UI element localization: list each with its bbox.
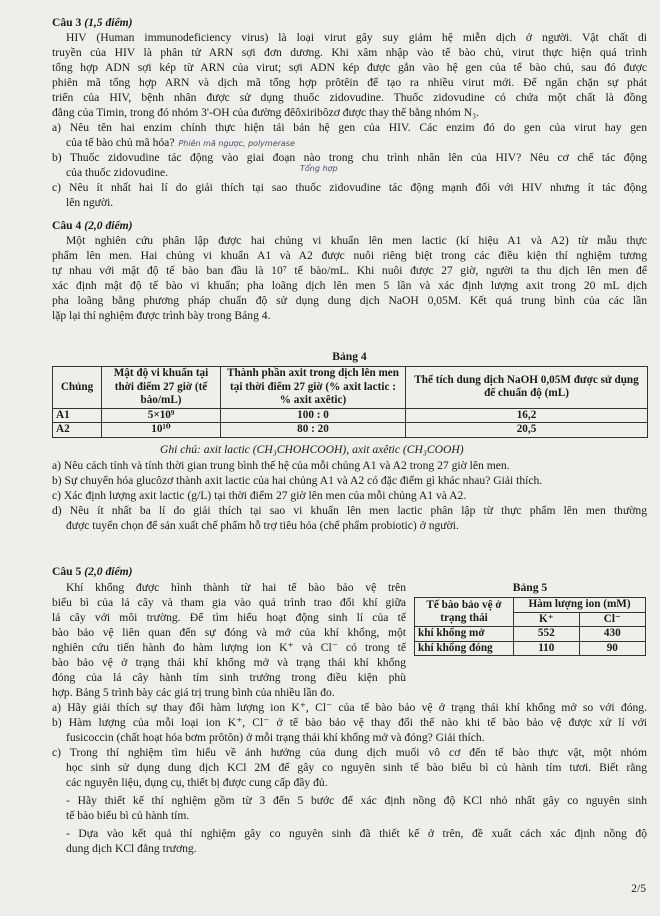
q5-intro-line-7: đóng của lá cây hành tím sinh trưởng trong điều kiện phù [52,671,406,684]
q3-question-a: a) Nêu tên hai enzim chính thực hiện tái bản hệ gen của HIV. Các enzim đó do gen của virut hay gen [52,121,647,134]
q3-intro-line-3: tổng hợp ADN sợi kép từ ARN của virut; sợi ADN kép được gắn vào hệ gen của tế bào chủ, sau đó được [52,61,647,74]
table5-title: Bảng 5 [512,581,548,594]
q5-question-c: c) Trong thí nghiệm tìm hiểu về ảnh hưởng của dung dịch muối vô cơ đến tế bào thực vật, một nhóm [52,746,647,759]
q4-intro-line-5: pha loãng bằng phương pháp chuẩn độ sử dụng dung dịch NaOH 0,05M. Kết quả trung bình của các lần [52,294,647,307]
q5-bullet-1-cont: tế bào biểu bì củ hành tím. [66,809,190,822]
table4-cell: 20,5 [406,423,648,438]
handwritten-note-a: Phiên mã ngược, polymerase [178,139,295,148]
table4-header-naoh: Thể tích dung dịch NaOH 0,05M được sử dụng để chuẩn độ (mL) [406,367,648,409]
table-row [53,408,648,423]
q4-heading: Câu 4 (2,0 điểm) [52,219,133,232]
table-row [415,627,646,642]
table-row [53,423,648,438]
q5-bullet-2-cont: dung dịch KCl đẳng trương. [66,842,197,855]
table4-header-acid: Thành phần axit trong dịch lên men tại thời điểm 27 giờ (% axit lactic : % axit axêtic) [221,367,406,409]
q5-heading: Câu 5 (2,0 điểm) [52,565,133,578]
q4-question-d: d) Nêu ít nhất ba lí do giải thích tại sao vi khuẩn lên men lactic phân lập từ thực phẩm lên men thường [52,504,647,517]
table-row [415,641,646,656]
q5-question-a: a) Hãy giải thích sự thay đổi hàm lượng ion K⁺, Cl⁻ của tế bào bảo vệ ở trạng thái khí khổng mở so với đóng. [52,701,647,714]
q4-question-a: a) Nêu cách tính và tính thời gian trung bình thế hệ của mỗi chủng A1 và A2 trong 27 giờ lên men. [52,459,510,472]
q3-question-c-cont: lên người. [66,196,114,209]
table5-cell: khí khổng mở [415,627,514,642]
table-row [415,598,646,613]
q3-intro-line-1: HIV (Human immunodeficiency virus) là loại virut gây suy giảm hệ miễn dịch ở người. Vật chất di [66,31,647,44]
table4-cell: 80 : 20 [221,423,406,438]
q3-heading: Câu 3 (1,5 điểm) [52,16,133,29]
q3-intro-line-6: đẳng của Timin, trong đó nhóm 3'-OH của đường đêôxiribôzơ được thay thế bằng nhóm N₃. [52,106,480,119]
q3-intro-line-2: truyền của HIV là phân tử ARN sợi đơn dương. Khi xâm nhập vào tế bào chủ, virut thực hiện quá trình [52,46,647,59]
q4-question-c: c) Xác định lượng axit lactic (g/L) tại thời điểm 27 giờ lên men của mỗi chủng A1 và A2. [52,489,467,502]
q5-intro-line-1: Khí khổng được hình thành từ hai tế bào bảo vệ trên [66,581,406,594]
table4-cell: A1 [53,408,102,423]
table5-header-state: Tế bào bảo vệ ở trạng thái [415,598,514,627]
q5-intro-line-3: lá cây với môi trường. Để tìm hiểu hoạt động sinh lí của tế [52,611,406,624]
q5-question-b: b) Hàm lượng của mỗi loại ion K⁺, Cl⁻ ở tế bào bảo vệ thay đổi thế nào khi tế bào bảo vệ được xử lí với [52,716,647,729]
page-number: 2/5 [631,882,646,895]
q5-intro-line-4: bào bảo vệ liên quan đến sự đóng và mở của khí khổng, một [52,626,406,639]
q3-question-c: c) Nêu ít nhất hai lí do giải thích tại sao thuốc zidovudine tác động mạnh đối với HIV nhưng ít tác động [52,181,647,194]
q4-question-b: b) Sự chuyển hóa glucôzơ thành axit lactic của hai chủng A1 và A2 có đặc điểm gì khác nhau? Giải thích. [52,474,543,487]
table4-header-density: Mật độ vi khuẩn tại thời điểm 27 giờ (tế bào/mL) [102,367,221,409]
q5-question-c-cont: học sinh sử dụng dung dịch KCl 2M để gây co nguyên sinh tế bào biểu bì củ hành tím tươi. Biết rằng [66,761,647,774]
table5-header-ion: Hàm lượng ion (mM) [514,598,646,613]
table-4 [52,366,648,438]
table5-cell: khí khổng đóng [415,641,514,656]
table5-cell: 430 [579,627,645,642]
q3-intro-line-5: triển của HIV, bệnh nhân được sử dụng thuốc zidovudine. Thuốc zidovudine có chứa một chất là đồng [52,91,647,104]
q5-bullet-2: - Dựa vào kết quả thí nghiệm gây co nguyên sinh đã thiết kế ở trên, đề xuất cách xác định nồng độ [66,827,647,840]
q5-bullet-1: - Hãy thiết kế thí nghiệm gồm từ 3 đến 5 bước để xác định nồng độ KCl nhỏ nhất gây co nguyên sinh [66,794,647,807]
table5-header-cl: Cl⁻ [579,612,645,627]
q4-intro-line-2: phẩm lên men. Hai chủng vi khuẩn A1 và A2 được nuôi riêng biệt trong các điều kiện thí nghiệm tương [52,249,647,262]
q4-intro-line-1: Một nghiên cứu phân lập được hai chủng vi khuẩn lên men lactic (kí hiệu A1 và A2) từ mẫu thực [66,234,647,247]
q3-question-b-cont: của thuốc zidovudine. [66,166,169,179]
table4-cell: A2 [53,423,102,438]
table5-cell: 110 [514,641,580,656]
table4-cell: 16,2 [406,408,648,423]
q5-question-b-cont: fusicoccin (chất hoạt hóa bơm prôtôn) ở mỗi trạng thái khí khổng mở và đóng? Giải thích. [66,731,485,744]
table4-cell: 100 : 0 [221,408,406,423]
table5-cell: 90 [579,641,645,656]
q5-intro-line-2: biểu bì của lá cây và tham gia vào quá trình trao đổi khí giữa [52,596,406,609]
q4-intro-line-6: lặp lại thí nghiệm được trình bày trong Bảng 4. [52,309,271,322]
q3-question-b: b) Thuốc zidovudine tác động vào giai đoạn nào trong chu trình nhân lên của HIV? Nêu cơ chế tác động [52,151,647,164]
table4-cell: 5×10⁹ [102,408,221,423]
handwritten-note-b: Tổng hợp [300,164,338,173]
q3-intro-line-4: phiên mã tổng hợp ARN và dịch mã tổng hợp prôtêin để tạo ra nhiều virut mới. Để ngăn chặn sự phát [52,76,647,89]
q5-intro-line-8: hợp. Bảng 5 trình bày các giá trị trung bình của nhiều lần đo. [52,686,335,699]
q5-intro-line-6: bào bảo vệ ở trạng thái khí khổng mở và trạng thái khí khổng [52,656,406,669]
table5-cell: 552 [514,627,580,642]
table4-header-strain: Chủng [53,367,102,409]
q4-intro-line-3: tự nhau với mật độ tế bào ban đầu là 10⁷ tế bào/mL. Khi nuôi được 27 giờ, người ta thu dịch lên men để [52,264,647,277]
q4-question-d-cont: được tuyển chọn để sản xuất chế phẩm hỗ trợ tiêu hóa (chế phẩm probiotic) ở người. [66,519,459,532]
q5-question-c-cont2: các nguyên liệu, dụng cụ, thiết bị được cung cấp đầy đủ. [66,776,328,789]
table-5 [414,597,646,656]
table-row [53,367,648,409]
q4-intro-line-4: xác định mật độ tế bào vi khuẩn; pha loãng dịch lên men 5 lần và xác định lượng axit trong 20 mL dịch [52,279,647,292]
q3-question-a-cont: của tế bào chủ mã hóa? Phiên mã ngược, polymerase [66,136,295,149]
table5-header-k: K⁺ [514,612,580,627]
table4-cell: 10¹⁰ [102,423,221,438]
q5-intro-line-5: nghiên cứu tiến hành đo hàm lượng ion K⁺ và Cl⁻ có trong tế [52,641,406,654]
table4-note: Ghi chú: axit lactic (CH₃CHOHCOOH), axit axêtic (CH₃COOH) [160,443,464,456]
table4-title: Bảng 4 [332,350,367,363]
